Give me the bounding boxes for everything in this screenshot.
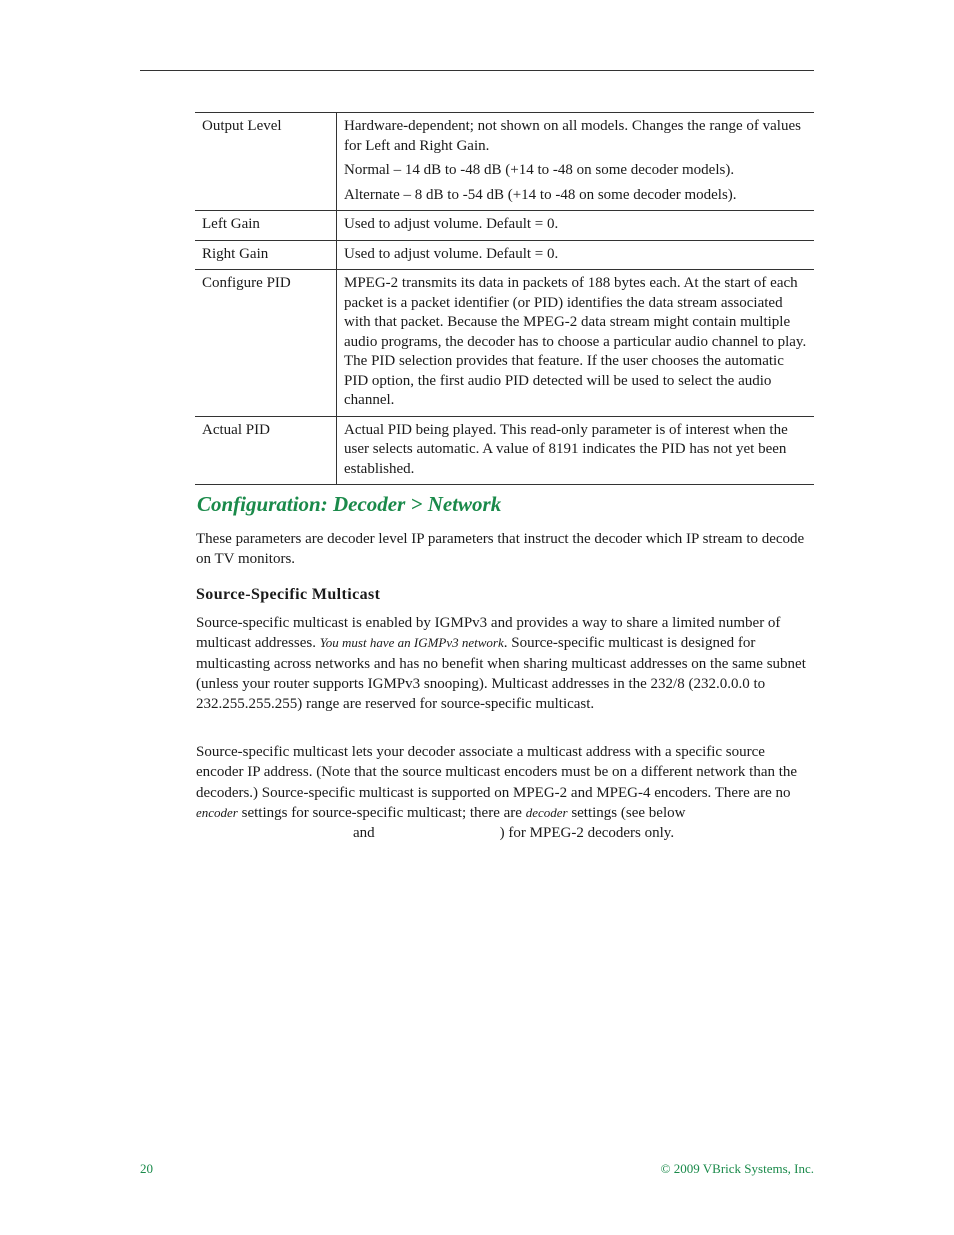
parameter-table <box>195 112 814 485</box>
param-description <box>337 240 815 270</box>
text-run: settings for source-specific multicast; there are <box>237 804 526 821</box>
text-run: and <box>353 825 375 842</box>
param-name: Left Gain <box>202 216 260 232</box>
paragraph-ssm-details <box>196 742 814 843</box>
param-name: Right Gain <box>202 245 269 262</box>
section-heading: Configuration: Decoder > Network <box>197 492 502 516</box>
param-description <box>337 211 815 241</box>
page-number: 20 <box>140 1161 153 1176</box>
copyright-notice: © 2009 VBrick Systems, Inc. <box>660 1161 814 1176</box>
description-line: Normal – 14 dB to -48 dB (+14 to -48 on some decoder models). <box>344 162 735 178</box>
description-line: Used to adjust volume. Default = 0. <box>344 216 559 232</box>
param-name: Output Level <box>202 118 282 134</box>
table-row <box>195 270 814 417</box>
table-row <box>195 211 814 241</box>
param-name: Configure PID <box>202 275 291 291</box>
description-line: Hardware-dependent; not shown on all models. Changes the range of values for Left and Right Gain. <box>344 118 801 154</box>
text-run: Source-specific multicast is enabled by IGMPv3 and provides a way to share a limited number of multicast addresses. <box>196 615 781 652</box>
param-name: Actual PID <box>202 421 270 438</box>
table-row <box>195 416 814 485</box>
description-line: Alternate – 8 dB to -54 dB (+14 to -48 on some decoder models). <box>344 186 737 203</box>
subsection-heading: Source-Specific Multicast <box>196 586 381 603</box>
description-line: Used to adjust volume. Default = 0. <box>344 245 559 262</box>
text-run: . Source-specific multicast is designed for multicasting across networks and has no benefit when sharing multicast addresses on the same subnet (unless your router supports IGMPv3 snooping). Multicast addresses in the 232/8 (232.0.0.0 to 232.255.255.255) range are reserved for source-specific multicast. <box>196 635 806 713</box>
emphasis-text: encoder <box>196 804 238 820</box>
paragraph-ssm-overview <box>196 613 814 714</box>
param-description <box>337 416 815 485</box>
table-row <box>195 113 814 211</box>
text-run: settings (see below <box>567 804 686 821</box>
text-run: ) for MPEG-2 decoders only. <box>499 825 675 842</box>
text-run: Source-specific multicast lets your decoder associate a multicast address with a specific source encoder IP address. (Note that the source multicast encoders must be on a different network than the decoders.) Source-specific multicast is supported on MPEG-2 and MPEG-4 encoders. There are no <box>196 744 798 801</box>
description-line: Actual PID being played. This read-only parameter is of interest when the user selects automatic. A value of 8191 indicates the PID has not yet been established. <box>344 421 788 477</box>
param-description <box>337 270 815 417</box>
emphasis-text: You must have an IGMPv3 network <box>319 635 504 651</box>
param-description <box>337 113 815 211</box>
description-line: MPEG-2 transmits its data in packets of 188 bytes each. At the start of each packet is a packet identifier (or PID) identifies the data stream associated with that packet. Because the MPEG-2 data stream might contain multiple audio programs, the decoder has to choose a particular audio channel to play. The PID selection provides that feature. If the user chooses the automatic PID option, the first audio PID detected will be used to select the audio channel. <box>344 275 807 408</box>
table-row <box>195 240 814 270</box>
section-intro: These parameters are decoder level IP parameters that instruct the decoder which IP stream to decode on TV monitors. <box>196 531 805 568</box>
header-rule <box>140 70 814 71</box>
emphasis-text: decoder <box>525 804 568 820</box>
